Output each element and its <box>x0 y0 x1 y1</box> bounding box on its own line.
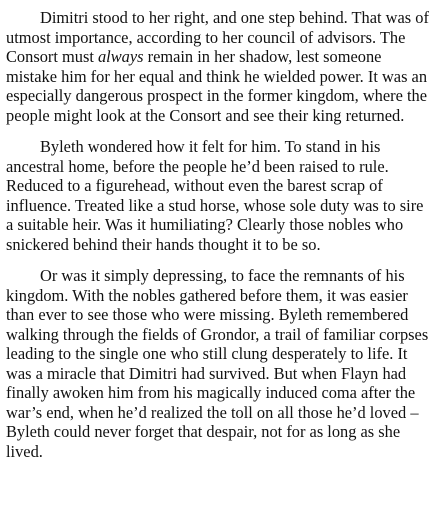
document-body <box>6 8 434 461</box>
paragraph-3: Or was it simply depressing, to face the remnants of his kingdom. With the nobles gathered before them, it was easier than ever to see those who were missing. Byleth remembered walking through the fields of Grondor, a trail of familiar corpses leading to the single one who still clung desperately to life. It was a miracle that Dimitri had survived. But when Flayn had finally awoken him from his magically induced coma after the war’s end, when he’d realized the toll on all those he’d loved – Byleth could never forget that despair, not for as long as she lived. <box>6 266 429 461</box>
paragraph-1-text-end: remain in her shadow, lest someone mistake him for her equal and think he wielded power. It was an especially dangerous prospect in the former kingdom, where the people might look at the Consort and see their king returned. <box>6 47 428 125</box>
emphasis-always: always <box>97 47 144 66</box>
paragraph-1 <box>6 8 434 125</box>
paragraph-1-text-start: Dimitri stood to her right, and one step behind. That was of utmost importance, according to her council of advisors. The Consort must <box>6 8 429 66</box>
paragraph-2: Byleth wondered how it felt for him. To stand in his ancestral home, before the people he’d been raised to rule. Reduced to a figurehead, without even the barest scrap of influence. Treated like a stud horse, whose sole duty was to sire a suitable heir. Was it humiliating? Clearly those nobles who snickered behind their hands thought it to be so. <box>6 137 424 254</box>
